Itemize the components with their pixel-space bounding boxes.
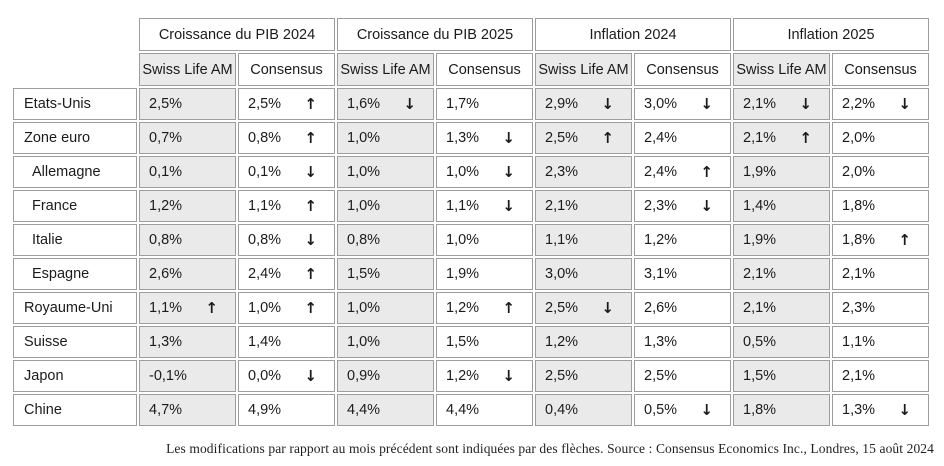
value-cell [238, 394, 335, 426]
cell-value: 2,5% [545, 130, 579, 146]
table-row [13, 156, 929, 188]
down-arrow-icon: ↓ [304, 366, 317, 385]
value-cell [436, 88, 533, 120]
value-cell [337, 326, 434, 358]
value-cell [634, 190, 731, 222]
up-arrow-icon: ↑ [205, 298, 218, 317]
cell-value: 0,4% [545, 402, 579, 418]
row-label: Italie [13, 224, 137, 256]
cell-value: 0,5% [644, 402, 678, 418]
value-cell [337, 88, 434, 120]
value-cell [337, 190, 434, 222]
value-cell [238, 258, 335, 290]
down-arrow-icon: ↓ [898, 94, 911, 113]
cell-value: 1,0% [347, 334, 381, 350]
cell-value: 1,0% [347, 300, 381, 316]
value-cell [535, 292, 632, 324]
value-cell [832, 258, 929, 290]
table-row [13, 122, 929, 154]
value-cell [832, 224, 929, 256]
cell-value: 1,2% [446, 300, 480, 316]
down-arrow-icon: ↓ [898, 400, 911, 419]
table-row [13, 224, 929, 256]
cell-value: 1,9% [446, 266, 480, 282]
cell-value: 1,8% [743, 402, 777, 418]
cell-value: 0,8% [248, 232, 282, 248]
value-cell [535, 258, 632, 290]
cell-value: 2,1% [545, 198, 579, 214]
cell-value: 3,0% [545, 266, 579, 282]
down-arrow-icon: ↓ [502, 366, 515, 385]
cell-value: 1,2% [545, 334, 579, 350]
value-cell [733, 88, 830, 120]
sub-header-swiss_life-3: Swiss Life AM [733, 53, 830, 86]
down-arrow-icon: ↓ [601, 298, 614, 317]
cell-value: 0,7% [149, 130, 183, 146]
cell-value: 2,1% [842, 368, 876, 384]
up-arrow-icon: ↑ [304, 128, 317, 147]
value-cell [139, 360, 236, 392]
value-cell [733, 360, 830, 392]
cell-value: 2,5% [545, 300, 579, 316]
cell-value: 2,1% [743, 130, 777, 146]
cell-value: 1,4% [248, 334, 282, 350]
cell-value: 0,5% [743, 334, 777, 350]
value-cell [337, 360, 434, 392]
cell-value: 2,3% [545, 164, 579, 180]
row-label: Zone euro [13, 122, 137, 154]
value-cell [535, 326, 632, 358]
down-arrow-icon: ↓ [700, 400, 713, 419]
cell-value: 1,0% [248, 300, 282, 316]
up-arrow-icon: ↑ [799, 128, 812, 147]
row-label: Allemagne [13, 156, 137, 188]
cell-value: 1,9% [743, 232, 777, 248]
value-cell [733, 292, 830, 324]
sub-header-swiss_life-2: Swiss Life AM [535, 53, 632, 86]
value-cell [832, 292, 929, 324]
cell-value: 1,3% [842, 402, 876, 418]
cell-value: 3,0% [644, 96, 678, 112]
value-cell [139, 326, 236, 358]
cell-value: 4,7% [149, 402, 183, 418]
value-cell [733, 224, 830, 256]
sub-header-swiss_life-0: Swiss Life AM [139, 53, 236, 86]
cell-value: 2,3% [644, 198, 678, 214]
cell-value: 2,4% [248, 266, 282, 282]
value-cell [733, 258, 830, 290]
cell-value: 1,5% [446, 334, 480, 350]
value-cell [139, 156, 236, 188]
table-row [13, 360, 929, 392]
value-cell [337, 394, 434, 426]
value-cell [337, 258, 434, 290]
cell-value: 1,9% [743, 164, 777, 180]
table-row [13, 326, 929, 358]
cell-value: 0,8% [248, 130, 282, 146]
value-cell [733, 326, 830, 358]
down-arrow-icon: ↓ [403, 94, 416, 113]
cell-value: 1,0% [446, 164, 480, 180]
value-cell [634, 122, 731, 154]
cell-value: 2,4% [644, 130, 678, 146]
down-arrow-icon: ↓ [502, 128, 515, 147]
value-cell [337, 292, 434, 324]
cell-value: 4,4% [347, 402, 381, 418]
sub-header-consensus-2: Consensus [634, 53, 731, 86]
value-cell [139, 224, 236, 256]
cell-value: 2,6% [644, 300, 678, 316]
cell-value: 1,5% [347, 266, 381, 282]
value-cell [436, 394, 533, 426]
group-header-row [13, 18, 929, 51]
cell-value: 1,0% [347, 164, 381, 180]
table-row [13, 88, 929, 120]
value-cell [436, 156, 533, 188]
value-cell [238, 360, 335, 392]
cell-value: 2,0% [842, 164, 876, 180]
value-cell [634, 224, 731, 256]
cell-value: 1,7% [446, 96, 480, 112]
cell-value: 1,1% [149, 300, 183, 316]
down-arrow-icon: ↓ [700, 94, 713, 113]
up-arrow-icon: ↑ [502, 298, 515, 317]
table-row [13, 394, 929, 426]
cell-value: 1,1% [446, 198, 480, 214]
corner-spacer [13, 53, 137, 86]
value-cell [337, 224, 434, 256]
sub-header-consensus-3: Consensus [832, 53, 929, 86]
value-cell [139, 88, 236, 120]
cell-value: 2,2% [842, 96, 876, 112]
value-cell [733, 394, 830, 426]
cell-value: 2,1% [743, 300, 777, 316]
cell-value: 2,5% [644, 368, 678, 384]
down-arrow-icon: ↓ [601, 94, 614, 113]
row-label: France [13, 190, 137, 222]
row-label: Royaume-Uni [13, 292, 137, 324]
down-arrow-icon: ↓ [502, 162, 515, 181]
cell-value: 1,2% [149, 198, 183, 214]
up-arrow-icon: ↑ [304, 94, 317, 113]
value-cell [832, 156, 929, 188]
value-cell [832, 190, 929, 222]
value-cell [733, 190, 830, 222]
value-cell [436, 292, 533, 324]
value-cell [634, 394, 731, 426]
value-cell [733, 156, 830, 188]
value-cell [139, 394, 236, 426]
row-label: Chine [13, 394, 137, 426]
up-arrow-icon: ↑ [304, 298, 317, 317]
value-cell [238, 292, 335, 324]
value-cell [139, 292, 236, 324]
cell-value: 1,0% [347, 198, 381, 214]
cell-value: 2,9% [545, 96, 579, 112]
value-cell [832, 394, 929, 426]
forecast-table [11, 16, 931, 428]
cell-value: 4,9% [248, 402, 282, 418]
value-cell [832, 88, 929, 120]
cell-value: 0,1% [149, 164, 183, 180]
up-arrow-icon: ↑ [304, 196, 317, 215]
value-cell [733, 122, 830, 154]
cell-value: 1,2% [644, 232, 678, 248]
cell-value: 1,0% [446, 232, 480, 248]
source-note: Les modifications par rapport au mois précédent sont indiquées par des flèches. Source : Consensus Economics Inc., Londres, 15 août 2024 [166, 441, 934, 456]
value-cell [337, 156, 434, 188]
value-cell [436, 224, 533, 256]
group-header-pib-2024: Croissance du PIB 2024 [139, 18, 335, 51]
cell-value: 0,8% [347, 232, 381, 248]
sub-header-consensus-0: Consensus [238, 53, 335, 86]
sub-header-consensus-1: Consensus [436, 53, 533, 86]
value-cell [139, 258, 236, 290]
value-cell [436, 190, 533, 222]
value-cell [535, 122, 632, 154]
value-cell [832, 326, 929, 358]
cell-value: -0,1% [149, 368, 187, 384]
down-arrow-icon: ↓ [799, 94, 812, 113]
cell-value: 1,3% [446, 130, 480, 146]
value-cell [634, 258, 731, 290]
cell-value: 2,6% [149, 266, 183, 282]
cell-value: 2,4% [644, 164, 678, 180]
table-row [13, 258, 929, 290]
row-label: Etats-Unis [13, 88, 137, 120]
value-cell [139, 190, 236, 222]
value-cell [139, 122, 236, 154]
cell-value: 1,3% [644, 334, 678, 350]
sub-header-swiss_life-1: Swiss Life AM [337, 53, 434, 86]
cell-value: 2,1% [743, 96, 777, 112]
up-arrow-icon: ↑ [304, 264, 317, 283]
row-label: Suisse [13, 326, 137, 358]
value-cell [535, 394, 632, 426]
cell-value: 3,1% [644, 266, 678, 282]
value-cell [238, 122, 335, 154]
up-arrow-icon: ↑ [700, 162, 713, 181]
value-cell [535, 360, 632, 392]
corner-spacer [13, 18, 137, 51]
value-cell [634, 156, 731, 188]
cell-value: 2,0% [842, 130, 876, 146]
cell-value: 1,2% [446, 368, 480, 384]
value-cell [634, 88, 731, 120]
up-arrow-icon: ↑ [898, 230, 911, 249]
cell-value: 2,3% [842, 300, 876, 316]
cell-value: 2,1% [842, 266, 876, 282]
cell-value: 1,1% [545, 232, 579, 248]
down-arrow-icon: ↓ [304, 230, 317, 249]
table-row [13, 292, 929, 324]
row-label: Japon [13, 360, 137, 392]
value-cell [634, 360, 731, 392]
group-header-inflation-2025: Inflation 2025 [733, 18, 929, 51]
cell-value: 1,0% [347, 130, 381, 146]
cell-value: 0,0% [248, 368, 282, 384]
forecast-table-container [11, 16, 931, 428]
value-cell [832, 360, 929, 392]
table-row [13, 190, 929, 222]
value-cell [535, 156, 632, 188]
value-cell [436, 258, 533, 290]
cell-value: 2,5% [248, 96, 282, 112]
cell-value: 2,5% [545, 368, 579, 384]
up-arrow-icon: ↑ [601, 128, 614, 147]
group-header-pib-2025: Croissance du PIB 2025 [337, 18, 533, 51]
value-cell [535, 224, 632, 256]
value-cell [634, 326, 731, 358]
sub-header-row [13, 53, 929, 86]
value-cell [832, 122, 929, 154]
group-header-inflation-2024: Inflation 2024 [535, 18, 731, 51]
value-cell [436, 122, 533, 154]
down-arrow-icon: ↓ [502, 196, 515, 215]
cell-value: 1,1% [842, 334, 876, 350]
value-cell [337, 122, 434, 154]
cell-value: 1,6% [347, 96, 381, 112]
value-cell [535, 190, 632, 222]
cell-value: 0,1% [248, 164, 282, 180]
cell-value: 0,9% [347, 368, 381, 384]
cell-value: 2,5% [149, 96, 183, 112]
cell-value: 4,4% [446, 402, 480, 418]
value-cell [238, 88, 335, 120]
down-arrow-icon: ↓ [700, 196, 713, 215]
down-arrow-icon: ↓ [304, 162, 317, 181]
cell-value: 1,4% [743, 198, 777, 214]
cell-value: 1,3% [149, 334, 183, 350]
cell-value: 1,8% [842, 198, 876, 214]
cell-value: 1,5% [743, 368, 777, 384]
value-cell [238, 326, 335, 358]
value-cell [238, 224, 335, 256]
cell-value: 1,8% [842, 232, 876, 248]
value-cell [634, 292, 731, 324]
row-label: Espagne [13, 258, 137, 290]
value-cell [238, 190, 335, 222]
value-cell [535, 88, 632, 120]
value-cell [436, 326, 533, 358]
cell-value: 0,8% [149, 232, 183, 248]
cell-value: 1,1% [248, 198, 282, 214]
value-cell [436, 360, 533, 392]
cell-value: 2,1% [743, 266, 777, 282]
value-cell [238, 156, 335, 188]
